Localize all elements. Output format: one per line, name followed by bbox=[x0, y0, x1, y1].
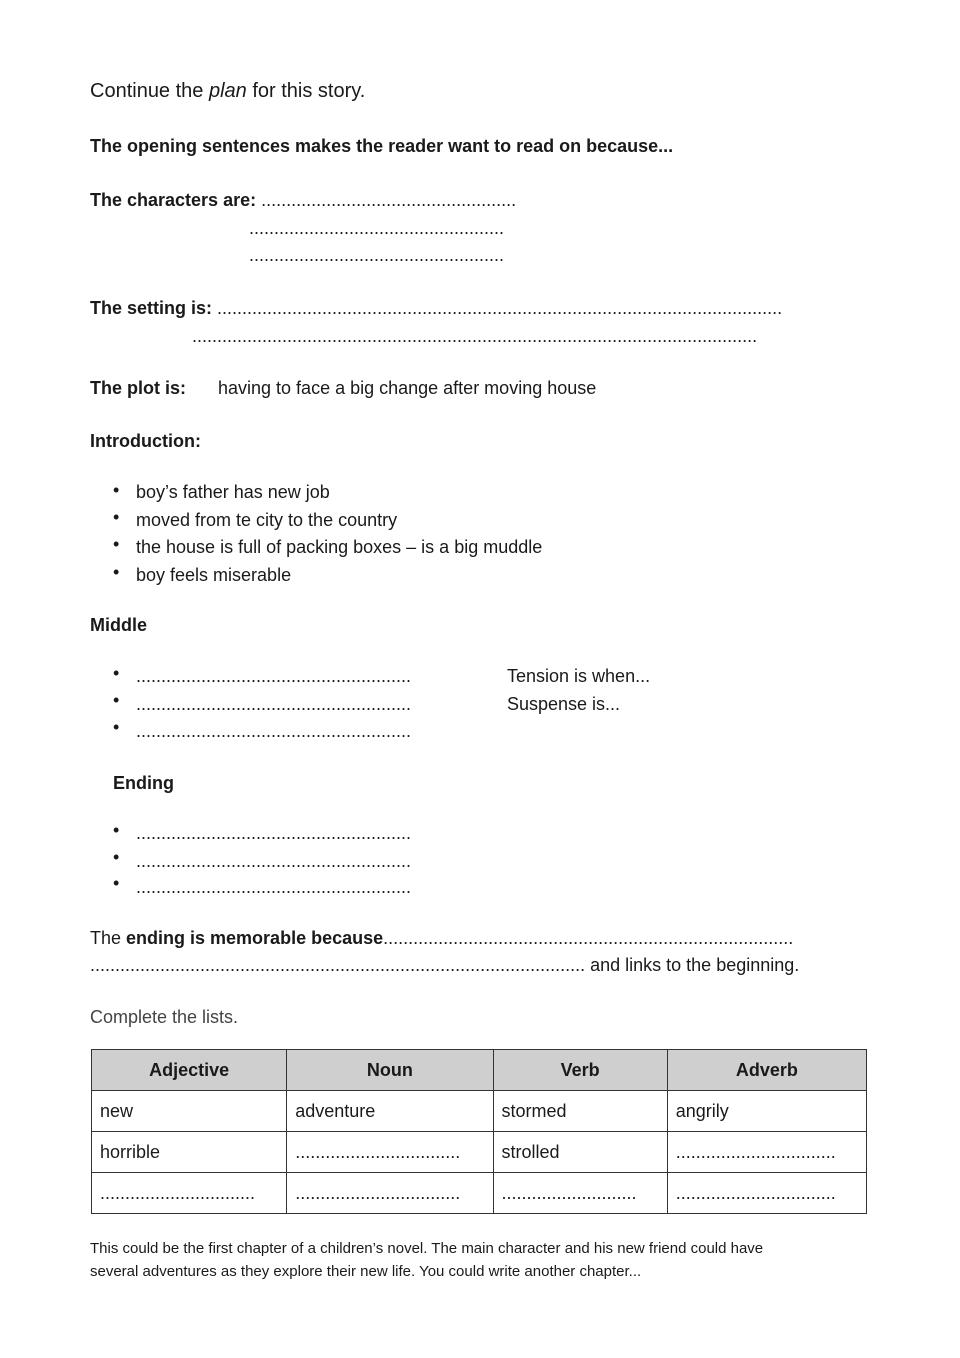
bullet-icon: • bbox=[113, 663, 120, 683]
setting-row bbox=[90, 298, 782, 319]
introduction-item: the house is full of packing boxes – is a big muddle bbox=[136, 537, 543, 557]
bullet-icon: • bbox=[113, 690, 120, 710]
characters-line-2: ................................................... bbox=[249, 218, 505, 238]
ending-item: ....................................................... bbox=[136, 851, 412, 871]
characters-line-1: ................................................... bbox=[261, 190, 517, 210]
table-cell: ........................... bbox=[493, 1173, 667, 1214]
table-cell: horrible bbox=[92, 1132, 287, 1173]
memorable-dots-1: .................................................................................. bbox=[383, 928, 794, 948]
memorable-the: The bbox=[90, 928, 127, 948]
header-verb: Verb bbox=[493, 1050, 667, 1091]
table-cell: ............................... bbox=[92, 1173, 287, 1214]
setting-label: The setting is: bbox=[90, 298, 213, 318]
bullet-icon: • bbox=[113, 507, 120, 527]
header-noun: Noun bbox=[287, 1050, 493, 1091]
plot-label: The plot is: bbox=[90, 378, 186, 398]
footnote bbox=[90, 1237, 763, 1283]
table-cell: ................................. bbox=[287, 1132, 493, 1173]
tension-note: Tension is when... bbox=[507, 666, 651, 686]
table-cell: angrily bbox=[667, 1091, 866, 1132]
word-table bbox=[91, 1049, 867, 1214]
setting-line-1: ................................................................................................................. bbox=[217, 298, 783, 318]
bullet-icon: • bbox=[113, 717, 120, 737]
characters-row bbox=[90, 190, 516, 211]
bullet-icon: • bbox=[113, 873, 120, 893]
memorable-suffix: and links to the beginning. bbox=[585, 955, 800, 975]
table-header-row bbox=[92, 1050, 867, 1091]
ending-item: ....................................................... bbox=[136, 877, 412, 897]
bullet-icon: • bbox=[113, 820, 120, 840]
table-cell: ................................. bbox=[287, 1173, 493, 1214]
table-cell: strolled bbox=[493, 1132, 667, 1173]
middle-item: ....................................................... bbox=[136, 694, 412, 714]
footnote-line-1: This could be the first chapter of a children’s novel. The main character and his new friend could have bbox=[90, 1240, 764, 1257]
setting-line-2: ................................................................................................................. bbox=[192, 326, 758, 346]
table-cell: ................................ bbox=[667, 1132, 866, 1173]
middle-item: ....................................................... bbox=[136, 666, 412, 686]
introduction-item: moved from te city to the country bbox=[136, 510, 398, 530]
table-row bbox=[92, 1173, 867, 1214]
instruction-italic: plan bbox=[208, 80, 247, 102]
memorable-line-1 bbox=[90, 928, 793, 949]
suspense-note: Suspense is... bbox=[507, 694, 621, 714]
instruction bbox=[90, 80, 365, 103]
table-row bbox=[92, 1091, 867, 1132]
bullet-icon: • bbox=[113, 534, 120, 554]
table-row bbox=[92, 1132, 867, 1173]
memorable-line-2 bbox=[90, 955, 799, 976]
memorable-bold: ending is memorable because bbox=[126, 928, 384, 948]
bullet-icon: • bbox=[113, 847, 120, 867]
table-cell: ................................ bbox=[667, 1173, 866, 1214]
ending-item: ....................................................... bbox=[136, 823, 412, 843]
introduction-item: boy feels miserable bbox=[136, 565, 292, 585]
middle-item: ....................................................... bbox=[136, 721, 412, 741]
header-adjective: Adjective bbox=[92, 1050, 287, 1091]
bullet-icon: • bbox=[113, 562, 120, 582]
instruction-suffix: for this story. bbox=[246, 80, 366, 102]
introduction-heading: Introduction: bbox=[90, 431, 201, 451]
lists-instruction: Complete the lists. bbox=[90, 1007, 239, 1027]
memorable-dots-2: ................................................................................................... bbox=[90, 955, 586, 975]
instruction-prefix: Continue the bbox=[90, 80, 209, 102]
table-cell: adventure bbox=[287, 1091, 493, 1132]
ending-heading: Ending bbox=[113, 773, 174, 793]
bullet-icon: • bbox=[113, 480, 120, 500]
introduction-item: boy’s father has new job bbox=[136, 482, 330, 502]
plot-value: having to face a big change after moving house bbox=[218, 378, 597, 398]
header-adverb: Adverb bbox=[667, 1050, 866, 1091]
characters-label: The characters are: bbox=[90, 190, 257, 210]
table-cell: new bbox=[92, 1091, 287, 1132]
middle-heading: Middle bbox=[90, 615, 147, 635]
characters-line-3: ................................................... bbox=[249, 245, 505, 265]
table-cell: stormed bbox=[493, 1091, 667, 1132]
opening-heading: The opening sentences makes the reader want to read on because... bbox=[90, 136, 674, 156]
footnote-line-2: several adventures as they explore their new life. You could write another chapter... bbox=[90, 1263, 642, 1280]
